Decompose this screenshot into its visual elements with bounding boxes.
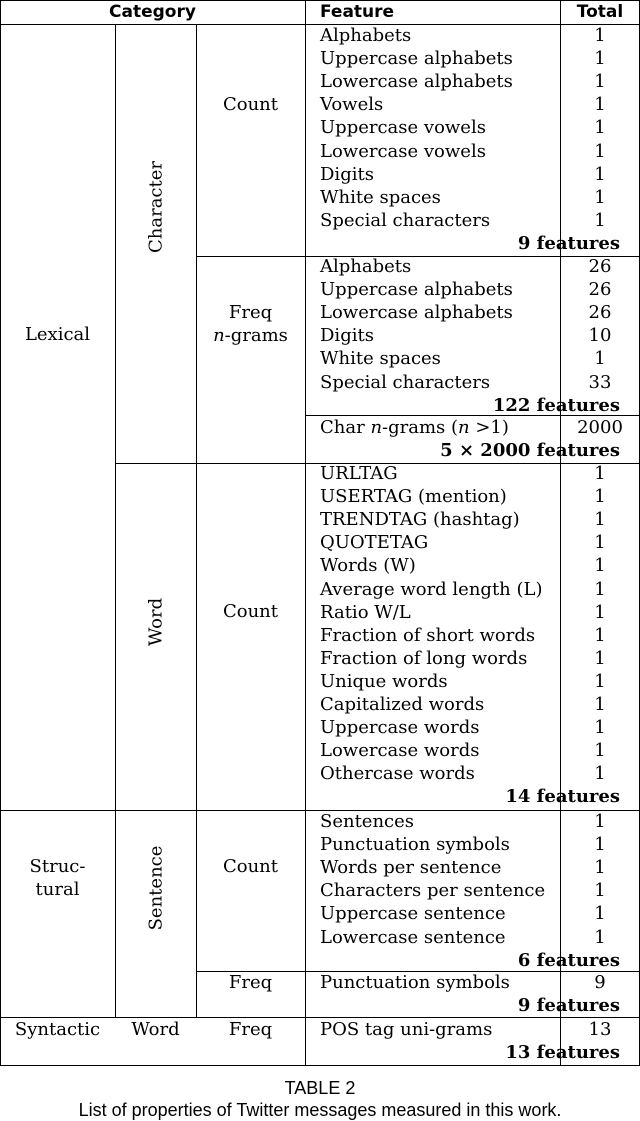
feature-cell: Punctuation symbols — [320, 972, 510, 993]
feature-cell: Words (W) — [320, 555, 416, 577]
rule-bottom — [0, 1065, 640, 1066]
total-cell: 1 — [594, 71, 606, 93]
feature-cell: Ratio W/L — [320, 601, 411, 623]
total-cell: 1 — [594, 670, 606, 692]
char-ngram-subtotal: 5 × 2000 features — [440, 440, 620, 461]
char-ngram-cond: >1) — [469, 417, 509, 438]
total-cell: 26 — [588, 279, 612, 301]
total-cell: 1 — [594, 857, 606, 879]
total-cell: 1 — [594, 48, 606, 70]
total-cell: 1 — [594, 486, 606, 508]
total-cell: 1 — [594, 117, 606, 139]
total-cell: 1 — [594, 348, 606, 370]
feature-cell: Average word length (L) — [320, 578, 543, 600]
total-cell: 1 — [594, 509, 606, 531]
label-sentence-freq: Freq — [228, 972, 273, 993]
feature-cell: USERTAG (mention) — [320, 486, 507, 508]
char-ngram-total: 2000 — [577, 417, 623, 438]
total-cell: 1 — [594, 717, 606, 739]
total-cell: 1 — [594, 926, 606, 948]
total-cell: 1 — [594, 186, 606, 208]
label-char-count: Count — [222, 94, 279, 115]
feature-cell: URLTAG — [320, 463, 398, 484]
total-cell: 1 — [594, 694, 606, 715]
char-ngram-prefix: Char — [320, 417, 371, 438]
label-character: Character — [145, 160, 167, 254]
feature-cell: TRENDTAG (hashtag) — [320, 509, 520, 531]
label-sentence-count: Count — [222, 856, 279, 877]
total-cell: 1 — [594, 163, 606, 185]
total-cell: 1 — [594, 25, 606, 46]
feature-cell: Uppercase alphabets — [320, 279, 513, 301]
label-syntactic-freq: Freq — [228, 1019, 273, 1040]
total-cell: 26 — [588, 256, 612, 277]
feature-cell: Uppercase alphabets — [320, 48, 513, 70]
total-cell: 1 — [594, 763, 606, 785]
total-cell: 1 — [594, 578, 606, 600]
n-symbol: n — [213, 325, 225, 346]
feature-cell: Digits — [320, 325, 374, 347]
total-cell: 1 — [594, 601, 606, 623]
header-category: Category — [109, 2, 196, 22]
total-cell: 1 — [594, 740, 606, 762]
feature-cell: Lowercase words — [320, 740, 480, 762]
feature-cell: Fraction of short words — [320, 624, 536, 646]
n-symbol: n — [370, 417, 383, 438]
rule-left — [0, 0, 1, 1065]
feature-cell: Othercase words — [320, 763, 475, 785]
feature-cell: Special characters — [320, 371, 491, 393]
label-word: Word — [145, 597, 167, 647]
feature-cell: QUOTETAG — [320, 532, 429, 554]
total-cell: 10 — [588, 325, 612, 347]
feature-cell: Alphabets — [320, 256, 412, 277]
char-ngram-mid: -grams ( — [382, 417, 459, 438]
feature-cell: Sentences — [320, 811, 415, 832]
feature-cell: White spaces — [320, 186, 441, 208]
total-cell: 1 — [594, 811, 606, 832]
feature-cell: Lowercase sentence — [320, 926, 506, 948]
feature-cell: Capitalized words — [320, 694, 485, 715]
rule-col3 — [305, 0, 306, 1065]
label-char-freq-line1: Freq — [228, 302, 273, 323]
feature-cell: Words per sentence — [320, 857, 502, 879]
label-sentence: Sentence — [145, 845, 167, 931]
feature-cell: Lowercase alphabets — [320, 302, 513, 324]
feature-cell: Fraction of long words — [320, 647, 528, 669]
subtotal-cell: 9 features — [517, 232, 620, 254]
feature-cell: Special characters — [320, 209, 491, 231]
total-cell: 1 — [594, 555, 606, 577]
total-cell: 1 — [594, 880, 606, 902]
label-word-count: Count — [222, 601, 279, 622]
feature-cell: POS tag uni-grams — [320, 1019, 493, 1040]
subtotal-cell: 6 features — [517, 949, 620, 971]
label-syntactic: Syntactic — [14, 1019, 101, 1040]
total-cell: 26 — [588, 302, 612, 324]
table-caption-text: List of properties of Twitter messages measured in this work. — [78, 1100, 562, 1120]
label-structural-line2: tural — [35, 879, 80, 900]
char-ngram-feature — [320, 416, 509, 439]
feature-cell: Punctuation symbols — [320, 834, 510, 856]
subtotal-cell: 9 features — [517, 995, 620, 1017]
total-cell: 1 — [594, 532, 606, 554]
label-structural-line1: Struc- — [29, 856, 86, 877]
feature-cell: Uppercase sentence — [320, 903, 506, 925]
feature-cell: Lowercase vowels — [320, 140, 486, 162]
feature-cell: Lowercase alphabets — [320, 71, 513, 93]
header-feature: Feature — [320, 2, 395, 22]
total-cell: 1 — [594, 140, 606, 162]
total-cell: 13 — [588, 1019, 612, 1040]
feature-cell: White spaces — [320, 348, 441, 370]
total-cell: 1 — [594, 209, 606, 231]
feature-cell: Characters per sentence — [320, 880, 546, 902]
header-total: Total — [576, 2, 624, 22]
feature-cell: Vowels — [320, 94, 384, 116]
label-word-syntactic: Word — [131, 1019, 180, 1040]
subtotal-cell: 122 features — [492, 394, 620, 416]
total-cell: 1 — [594, 463, 606, 484]
subtotal-cell: 13 features — [505, 1042, 620, 1064]
n-symbol: n — [458, 417, 470, 438]
subtotal-cell: 14 features — [505, 786, 620, 808]
feature-cell: Unique words — [320, 670, 448, 692]
label-char-freq-line2 — [196, 324, 305, 347]
total-cell: 1 — [594, 94, 606, 116]
feature-cell: Digits — [320, 163, 374, 185]
total-cell: 1 — [594, 903, 606, 925]
total-cell: 1 — [594, 834, 606, 856]
total-cell: 1 — [594, 624, 606, 646]
table-caption-label: TABLE 2 — [284, 1078, 356, 1098]
total-cell: 1 — [594, 647, 606, 669]
feature-cell: Alphabets — [320, 25, 412, 46]
feature-cell: Uppercase words — [320, 717, 480, 739]
feature-cell: Uppercase vowels — [320, 117, 486, 139]
freq-ngrams-label: -grams — [224, 325, 288, 346]
rule-col1 — [115, 24, 116, 1017]
total-cell: 33 — [588, 371, 612, 393]
label-lexical: Lexical — [24, 324, 91, 345]
total-cell: 9 — [594, 972, 606, 993]
